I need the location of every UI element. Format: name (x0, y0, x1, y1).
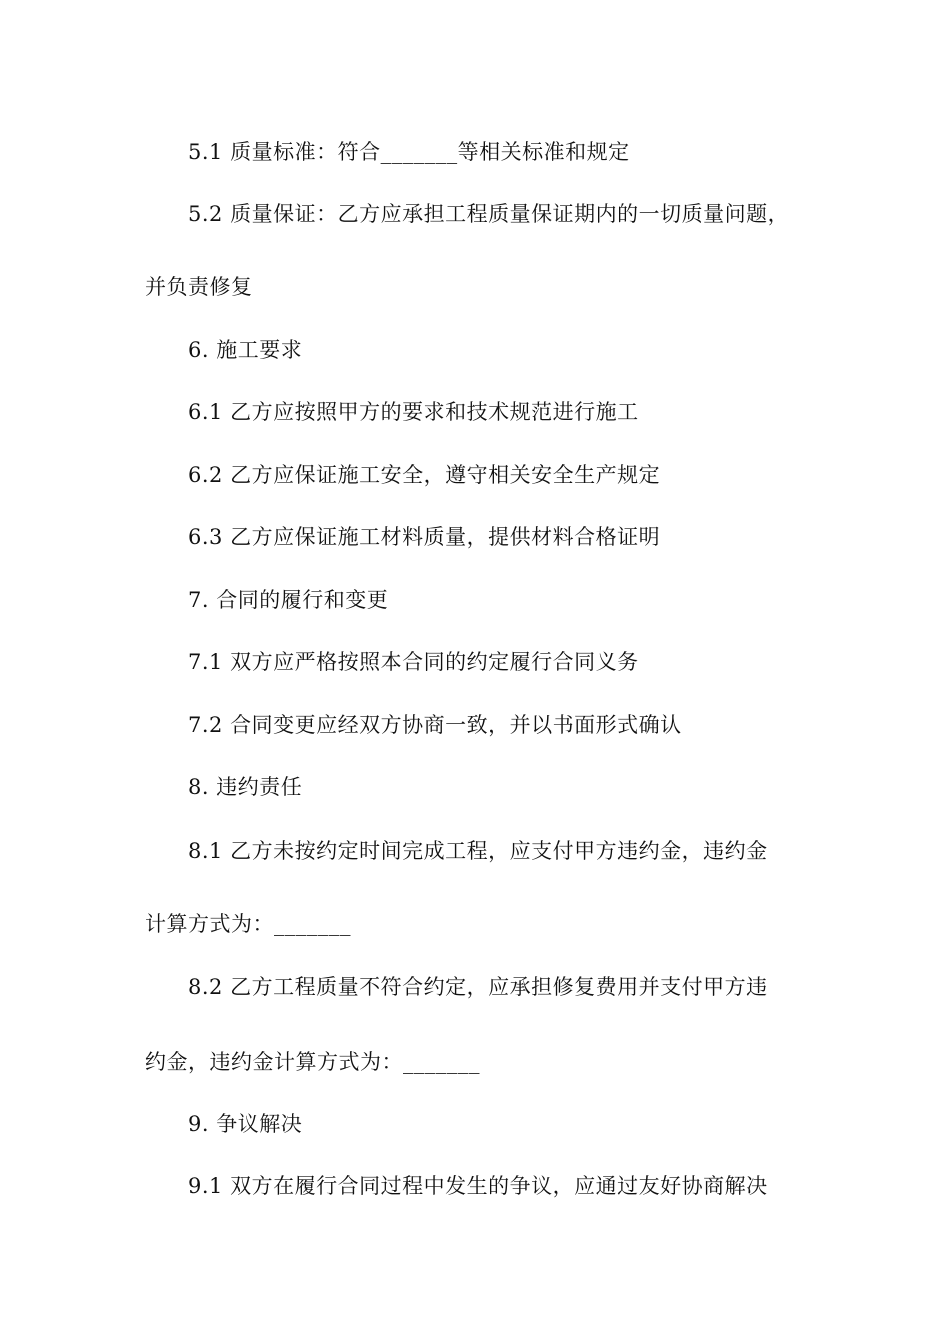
clause-6-1: 6.1 乙方应按照甲方的要求和技术规范进行施工 (188, 400, 639, 424)
clause-5-2-continuation: 并负责修复 (145, 275, 253, 299)
clause-7-2: 7.2 合同变更应经双方协商一致，并以书面形式确认 (188, 713, 682, 737)
clause-8-2: 8.2 乙方工程质量不符合约定，应承担修复费用并支付甲方违 (188, 975, 768, 999)
section-8-heading: 8. 违约责任 (188, 775, 303, 799)
section-9-heading: 9. 争议解决 (188, 1112, 303, 1136)
section-7-heading: 7. 合同的履行和变更 (188, 588, 389, 612)
clause-9-1: 9.1 双方在履行合同过程中发生的争议，应通过友好协商解决 (188, 1174, 768, 1198)
clause-5-1: 5.1 质量标准：符合_______等相关标准和规定 (188, 140, 630, 164)
section-6-heading: 6. 施工要求 (188, 338, 303, 362)
clause-8-2-continuation: 约金，违约金计算方式为：_______ (145, 1050, 480, 1074)
clause-8-1-continuation: 计算方式为：_______ (145, 912, 351, 936)
clause-7-1: 7.1 双方应严格按照本合同的约定履行合同义务 (188, 650, 639, 674)
clause-6-3: 6.3 乙方应保证施工材料质量，提供材料合格证明 (188, 525, 661, 549)
clause-5-2: 5.2 质量保证：乙方应承担工程质量保证期内的一切质量问题， (188, 202, 790, 226)
clause-6-2: 6.2 乙方应保证施工安全，遵守相关安全生产规定 (188, 463, 661, 487)
clause-8-1: 8.1 乙方未按约定时间完成工程，应支付甲方违约金，违约金 (188, 839, 768, 863)
